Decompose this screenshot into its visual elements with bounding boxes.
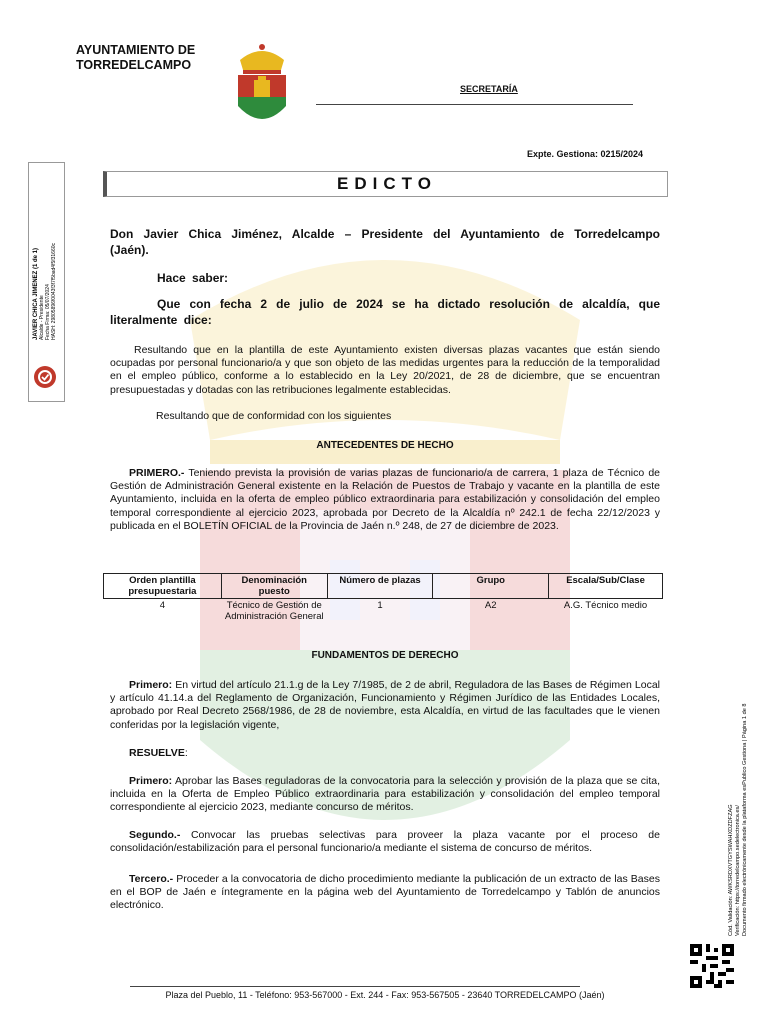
validation-url: Verificación: https://torredelcampo.sedelectronica.es/	[735, 805, 741, 936]
signature-text	[28, 170, 64, 350]
resuelve-segundo-text: Convocar las pruebas selectivas para proveer la plaza vacante por el proceso de consolidación/estabilización para el personal funcionario/a mediante el sistema de concurso de méritos.	[110, 829, 660, 855]
resolution-statement: Que con fecha 2 de julio de 2024 se ha dictado resolución de alcaldía, que literalmente dice:	[110, 297, 660, 327]
department-underline	[316, 104, 633, 105]
resuelve-label: RESUELVE	[129, 747, 185, 759]
plaza-table	[103, 573, 663, 623]
hace-saber: Hace saber:	[157, 271, 229, 285]
organization-name	[76, 43, 195, 73]
table-cell: 4	[159, 600, 166, 611]
table-header-row	[104, 574, 663, 599]
antecedentes-primero-text: Teniendo prevista la provisión de varias plazas de funcionario/a de carrera, 1 plaza de Técnico de Gestión de Administración General existente en la Relación de Puestos de Trabajo y vacante en la plantilla de este Ayuntamiento, incluida en la oferta de empleo público extraordinaria para estabilización y consolidación del empleo temporal correspondiente al ejercicio 2023, aprobada por Decreto de la Alcaldía nº 242.1 de fecha 22/12/2023 y publicada en el BOLETÍN OFICIAL de la Provincia de Jaén n.º 248, de 27 de diciembre de 2023.	[110, 467, 660, 532]
resultando-paragraph-2: Resultando que de conformidad con los siguientes	[156, 410, 392, 422]
qr-code-icon	[690, 944, 734, 988]
authority-statement: Don Javier Chica Jiménez, Alcalde – Presidente del Ayuntamiento de Torredelcampo (Jaén).	[110, 227, 660, 257]
signature-signer: JAVIER CHICA JIMENEZ (1 de 1)	[33, 247, 39, 340]
resuelve-segundo	[110, 829, 660, 855]
table-header-cell: Orden plantilla presupuestaria	[104, 574, 222, 599]
validation-platform: Documento firmado electrónicamente desde la plataforma esPublico Gestiona | Página 1 de 8	[742, 703, 748, 936]
fundamentos-heading: FUNDAMENTOS DE DERECHO	[311, 650, 459, 661]
table-header-cell: Denominación puesto	[221, 574, 327, 599]
table-row	[104, 599, 663, 624]
table-header-cell: Escala/Sub/Clase	[549, 574, 663, 599]
title-box	[103, 171, 668, 197]
resuelve-primero-text: Aprobar las Bases reguladoras de la convocatoria para la selección y provisión de la plaza que se cita, incluida en la Oferta de Empleo Público extraordinaria para estabilización y consolidación del empleo temporal correspondiente al ejercicio 2023, mediante concurso de méritos.	[110, 775, 660, 814]
fundamentos-primero	[110, 679, 660, 732]
org-line-2: TORREDELCAMPO	[76, 58, 192, 72]
signature-date: Fecha Firma: 05/07/2024	[45, 284, 51, 340]
org-line-1: AYUNTAMIENTO DE	[76, 43, 196, 57]
resuelve-segundo-label: Segundo.-	[129, 829, 181, 841]
signature-hash: HASH: 29805896f0043f3f7f5bad4f5f31660c	[51, 242, 57, 340]
resuelve-colon: :	[184, 747, 188, 759]
crest-icon	[234, 42, 290, 128]
table-header-cell: Número de plazas	[327, 574, 433, 599]
table-cell: Técnico de Gestión de Administración General	[224, 600, 324, 622]
footer-address: Plaza del Pueblo, 11 - Teléfono: 953-567000 - Ext. 244 - Fax: 953-567505 - 23640 TORREDELCAMPO (Jaén)	[165, 990, 605, 1000]
antecedentes-heading: ANTECEDENTES DE HECHO	[316, 440, 454, 451]
seal-icon	[34, 366, 56, 388]
table-cell: A2	[484, 600, 497, 611]
document-title: EDICTO	[337, 174, 437, 193]
signature-role: Alcalde - Presidente	[39, 295, 45, 340]
resuelve-primero	[110, 775, 660, 815]
resuelve-tercero-label: Tercero.-	[129, 873, 174, 885]
footer-divider	[130, 986, 580, 987]
antecedentes-primero	[110, 467, 660, 533]
fundamentos-primero-text: En virtud del artículo 21.1.g de la Ley 7/1985, de 2 de abril, Reguladora de las Bases de Régimen Local y artículo 41.14.a del Reglamento de Organización, Funcionamiento y Régimen Jurídico de las Entidades Locales, aprobado por Real Decreto 2568/1986, de 28 de noviembre, esta Alcaldía, en virtud de las facultades que le vienen conferidas por la legislación vigente,	[110, 679, 660, 731]
resuelve-heading	[129, 747, 188, 760]
table-cell: A.G. Técnico medio	[563, 600, 648, 611]
resultando-paragraph-1: Resultando que en la plantilla de este Ayuntamiento existen diversas plazas vacantes que están siendo ocupadas por personal funcionario/a y que son objeto de las medidas urgentes para la reducción de la temporalidad en el empleo público, conforme a lo establecido en la Ley 20/2021, de 28 de diciembre, que se encuentran presupuestadas y dotadas con las retribuciones legalmente establecidas.	[110, 344, 660, 396]
antecedentes-primero-label: PRIMERO.-	[129, 467, 185, 479]
table-header-cell: Grupo	[433, 574, 549, 599]
fundamentos-primero-label: Primero:	[129, 679, 173, 691]
validation-code: Cód. Validación: AWKSRDXVTGYSWAHXDZDFZAG	[728, 804, 734, 936]
resuelve-tercero-text: Proceder a la convocatoria de dicho procedimiento mediante la publicación de un extracto de las Bases en el BOP de Jaén e íntegramente en la página web del Ayuntamiento de Torredelcampo y Tablón de anuncios electrónico.	[110, 873, 660, 912]
table-cell: 1	[377, 600, 383, 611]
validation-text	[722, 636, 762, 936]
resuelve-tercero	[110, 873, 660, 913]
expediente-number: Expte. Gestiona: 0215/2024	[527, 149, 644, 159]
resuelve-primero-label: Primero:	[129, 775, 173, 787]
department-label: SECRETARÍA	[460, 84, 518, 94]
